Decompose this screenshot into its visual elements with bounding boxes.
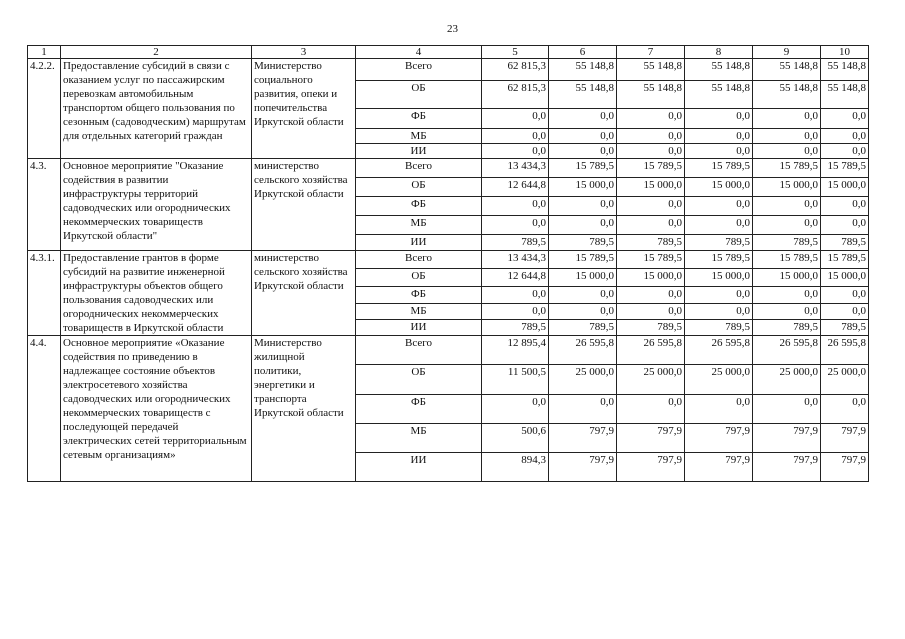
value-cell: 55 148,8: [821, 81, 869, 109]
item-code: 4.2.2.: [28, 59, 61, 159]
value-cell: 0,0: [482, 216, 549, 235]
value-cell: 55 148,8: [685, 81, 753, 109]
funding-source: МБ: [356, 303, 482, 319]
value-cell: 0,0: [617, 303, 685, 319]
header-cell: 8: [685, 46, 753, 59]
value-cell: 0,0: [821, 144, 869, 159]
value-cell: 797,9: [617, 453, 685, 482]
value-cell: 0,0: [821, 197, 869, 216]
value-cell: 13 434,3: [482, 251, 549, 269]
funding-source: ИИ: [356, 453, 482, 482]
value-cell: 15 789,5: [821, 159, 869, 178]
item-description: Основное мероприятие "Оказание содействия в развитии инфраструктуры территорий садоводческих или огороднических некоммерческих товариществ Иркутской области": [61, 159, 252, 251]
value-cell: 789,5: [821, 319, 869, 335]
item-description: Основное мероприятие «Оказание содействия по приведению в надлежащее состояние объектов электросетевого хозяйства садоводческих или огороднических некоммерческих товариществ с последующей передачей электрических сетей территориальным сетевым организациям»: [61, 336, 252, 482]
value-cell: 500,6: [482, 424, 549, 453]
value-cell: 0,0: [685, 197, 753, 216]
value-cell: 0,0: [753, 216, 821, 235]
value-cell: 15 000,0: [685, 178, 753, 197]
value-cell: 0,0: [549, 287, 617, 303]
value-cell: 797,9: [685, 453, 753, 482]
funding-source: МБ: [356, 424, 482, 453]
value-cell: 0,0: [753, 144, 821, 159]
value-cell: 797,9: [821, 453, 869, 482]
value-cell: 797,9: [821, 424, 869, 453]
value-cell: 55 148,8: [549, 59, 617, 81]
value-cell: 0,0: [482, 395, 549, 424]
table-row: [28, 336, 869, 365]
value-cell: 797,9: [617, 424, 685, 453]
funding-source: Всего: [356, 251, 482, 269]
value-cell: 0,0: [753, 303, 821, 319]
funding-source: ФБ: [356, 395, 482, 424]
value-cell: 0,0: [482, 129, 549, 144]
value-cell: 0,0: [617, 197, 685, 216]
value-cell: 894,3: [482, 453, 549, 482]
table-row: [28, 251, 869, 269]
value-cell: 11 500,5: [482, 365, 549, 395]
value-cell: 0,0: [753, 197, 821, 216]
value-cell: 12 644,8: [482, 178, 549, 197]
funding-source: ИИ: [356, 144, 482, 159]
value-cell: 0,0: [549, 109, 617, 129]
value-cell: 797,9: [549, 424, 617, 453]
value-cell: 15 789,5: [685, 159, 753, 178]
value-cell: 797,9: [685, 424, 753, 453]
value-cell: 15 000,0: [617, 269, 685, 287]
value-cell: 25 000,0: [753, 365, 821, 395]
funding-source: Всего: [356, 59, 482, 81]
value-cell: 0,0: [549, 303, 617, 319]
funding-source: ОБ: [356, 269, 482, 287]
value-cell: 15 000,0: [685, 269, 753, 287]
item-code: 4.4.: [28, 336, 61, 482]
value-cell: 789,5: [549, 319, 617, 335]
value-cell: 26 595,8: [821, 336, 869, 365]
value-cell: 26 595,8: [685, 336, 753, 365]
value-cell: 0,0: [617, 287, 685, 303]
item-responsible: министерство сельского хозяйства Иркутской области: [252, 159, 356, 251]
value-cell: 0,0: [549, 129, 617, 144]
value-cell: 55 148,8: [753, 81, 821, 109]
funding-source: ОБ: [356, 365, 482, 395]
value-cell: 15 000,0: [821, 269, 869, 287]
value-cell: 12 644,8: [482, 269, 549, 287]
value-cell: 0,0: [549, 395, 617, 424]
header-cell: 2: [61, 46, 252, 59]
value-cell: 789,5: [617, 319, 685, 335]
item-responsible: Министерство социального развития, опеки и попечительства Иркутской области: [252, 59, 356, 159]
value-cell: 0,0: [685, 144, 753, 159]
value-cell: 15 789,5: [549, 159, 617, 178]
value-cell: 789,5: [753, 319, 821, 335]
value-cell: 797,9: [753, 424, 821, 453]
item-responsible: министерство сельского хозяйства Иркутской области: [252, 251, 356, 336]
page-number: 23: [447, 23, 458, 35]
funding-source: МБ: [356, 129, 482, 144]
value-cell: 0,0: [685, 129, 753, 144]
value-cell: 0,0: [821, 287, 869, 303]
value-cell: 25 000,0: [617, 365, 685, 395]
header-cell: 4: [356, 46, 482, 59]
value-cell: 0,0: [482, 197, 549, 216]
value-cell: 0,0: [617, 144, 685, 159]
value-cell: 0,0: [821, 303, 869, 319]
value-cell: 789,5: [549, 235, 617, 251]
value-cell: 13 434,3: [482, 159, 549, 178]
value-cell: 0,0: [753, 129, 821, 144]
value-cell: 0,0: [617, 216, 685, 235]
value-cell: 0,0: [685, 109, 753, 129]
value-cell: 0,0: [685, 287, 753, 303]
value-cell: 0,0: [617, 395, 685, 424]
value-cell: 15 000,0: [617, 178, 685, 197]
value-cell: 15 000,0: [549, 269, 617, 287]
value-cell: 789,5: [482, 235, 549, 251]
value-cell: 62 815,3: [482, 59, 549, 81]
value-cell: 26 595,8: [753, 336, 821, 365]
header-cell: 5: [482, 46, 549, 59]
value-cell: 15 000,0: [549, 178, 617, 197]
table-row: [28, 159, 869, 178]
funding-source: ИИ: [356, 235, 482, 251]
value-cell: 0,0: [482, 303, 549, 319]
value-cell: 0,0: [821, 395, 869, 424]
value-cell: 0,0: [821, 129, 869, 144]
value-cell: 0,0: [549, 216, 617, 235]
value-cell: 0,0: [617, 109, 685, 129]
value-cell: 26 595,8: [549, 336, 617, 365]
value-cell: 12 895,4: [482, 336, 549, 365]
value-cell: 797,9: [549, 453, 617, 482]
value-cell: 25 000,0: [821, 365, 869, 395]
value-cell: 15 789,5: [549, 251, 617, 269]
value-cell: 0,0: [821, 109, 869, 129]
item-code: 4.3.: [28, 159, 61, 251]
value-cell: 0,0: [821, 216, 869, 235]
value-cell: 25 000,0: [685, 365, 753, 395]
value-cell: 0,0: [549, 197, 617, 216]
value-cell: 0,0: [685, 395, 753, 424]
value-cell: 15 789,5: [821, 251, 869, 269]
value-cell: 789,5: [617, 235, 685, 251]
value-cell: 0,0: [482, 144, 549, 159]
value-cell: 26 595,8: [617, 336, 685, 365]
header-cell: 3: [252, 46, 356, 59]
value-cell: 797,9: [753, 453, 821, 482]
value-cell: 0,0: [549, 144, 617, 159]
funding-source: Всего: [356, 159, 482, 178]
value-cell: 55 148,8: [617, 59, 685, 81]
value-cell: 15 000,0: [821, 178, 869, 197]
value-cell: 55 148,8: [549, 81, 617, 109]
funding-source: Всего: [356, 336, 482, 365]
value-cell: 25 000,0: [549, 365, 617, 395]
header-cell: 7: [617, 46, 685, 59]
value-cell: 0,0: [753, 287, 821, 303]
item-responsible: Министерство жилищной политики, энергетики и транспорта Иркутской области: [252, 336, 356, 482]
value-cell: 15 000,0: [753, 178, 821, 197]
item-description: Предоставление субсидий в связи с оказанием услуг по пассажирским перевозкам автомобильным транспортом общего пользования по сезонным (садоводческим) маршрутам для отдельных категорий граждан: [61, 59, 252, 159]
header-cell: 6: [549, 46, 617, 59]
funding-source: ОБ: [356, 81, 482, 109]
value-cell: 789,5: [685, 235, 753, 251]
item-description: Предоставление грантов в форме субсидий на развитие инженерной инфраструктуры объектов общего пользования садоводческих или огороднических некоммерческих товариществ в Иркутской области: [61, 251, 252, 336]
value-cell: 55 148,8: [753, 59, 821, 81]
value-cell: 62 815,3: [482, 81, 549, 109]
header-cell: 9: [753, 46, 821, 59]
header-cell: 1: [28, 46, 61, 59]
value-cell: 0,0: [685, 216, 753, 235]
value-cell: 0,0: [685, 303, 753, 319]
header-cell: 10: [821, 46, 869, 59]
funding-source: ИИ: [356, 319, 482, 335]
value-cell: 15 789,5: [753, 159, 821, 178]
value-cell: 789,5: [482, 319, 549, 335]
value-cell: 789,5: [753, 235, 821, 251]
value-cell: 15 000,0: [753, 269, 821, 287]
funding-source: ОБ: [356, 178, 482, 197]
value-cell: 55 148,8: [821, 59, 869, 81]
funding-source: ФБ: [356, 109, 482, 129]
value-cell: 0,0: [482, 109, 549, 129]
funding-source: ФБ: [356, 197, 482, 216]
header-row: [28, 46, 869, 59]
budget-table: [27, 45, 869, 482]
value-cell: 789,5: [821, 235, 869, 251]
value-cell: 15 789,5: [753, 251, 821, 269]
value-cell: 55 148,8: [617, 81, 685, 109]
value-cell: 0,0: [617, 129, 685, 144]
value-cell: 789,5: [685, 319, 753, 335]
value-cell: 15 789,5: [617, 251, 685, 269]
value-cell: 15 789,5: [685, 251, 753, 269]
value-cell: 0,0: [482, 287, 549, 303]
value-cell: 0,0: [753, 395, 821, 424]
funding-source: МБ: [356, 216, 482, 235]
funding-source: ФБ: [356, 287, 482, 303]
value-cell: 0,0: [753, 109, 821, 129]
value-cell: 15 789,5: [617, 159, 685, 178]
item-code: 4.3.1.: [28, 251, 61, 336]
table-row: [28, 59, 869, 81]
value-cell: 55 148,8: [685, 59, 753, 81]
